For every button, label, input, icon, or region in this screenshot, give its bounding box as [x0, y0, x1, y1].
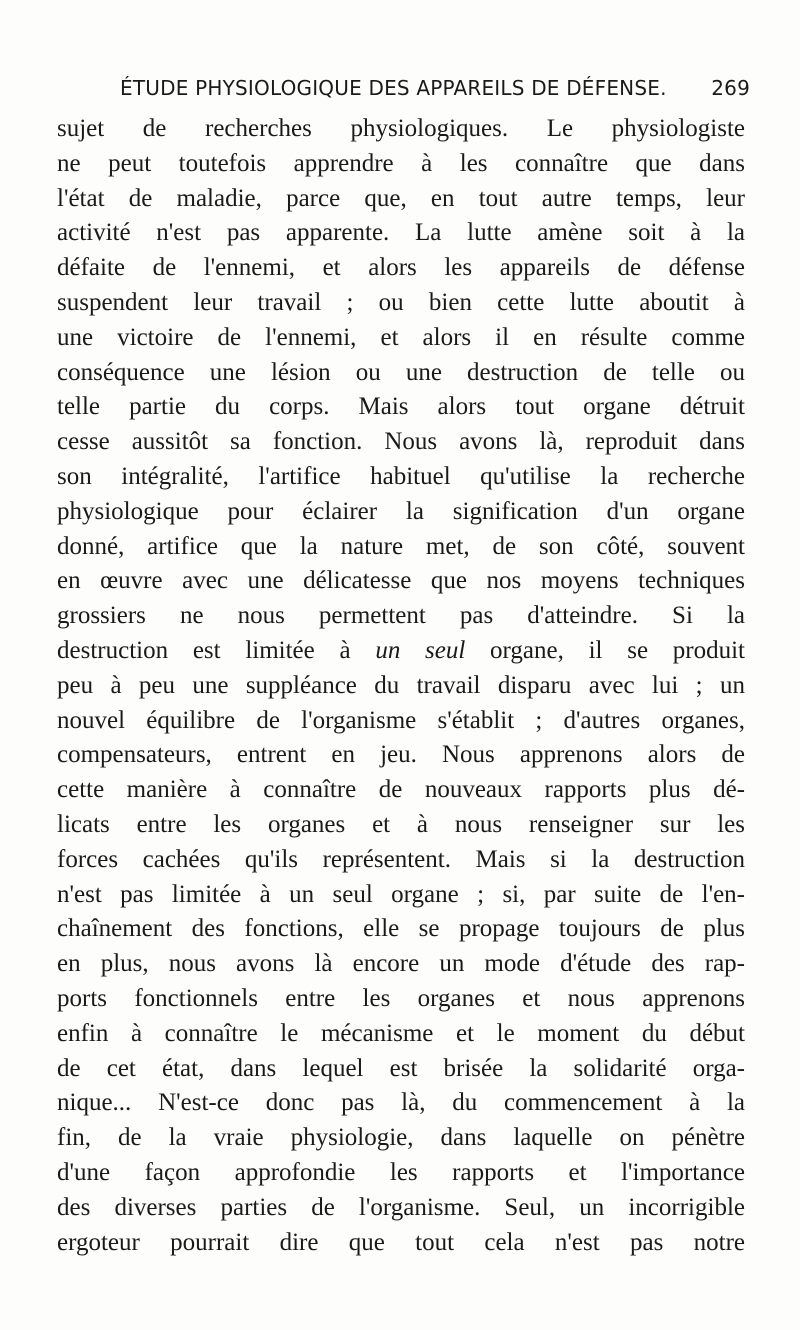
text-line: nouvel équilibre de l'organisme s'établit ; d'autres organes, [57, 706, 745, 734]
text-line: forces cachées qu'ils représentent. Mais si la destruction [57, 845, 745, 873]
body-text [57, 112, 745, 1260]
text-line: des diverses parties de l'organisme. Seul, un incorrigible [57, 1193, 745, 1221]
text-line: telle partie du corps. Mais alors tout organe détruit [57, 393, 745, 421]
text-line: défaite de l'ennemi, et alors les appareils de défense [57, 254, 745, 282]
text-line: de cet état, dans lequel est brisée la solidarité orga- [57, 1054, 745, 1082]
text-line: en œuvre avec une délicatesse que nos moyens techniques [57, 567, 745, 595]
text-line: en plus, nous avons là encore un mode d'étude des rap- [57, 950, 745, 978]
page-header [60, 72, 750, 104]
text-line: ports fonctionnels entre les organes et nous apprenons [57, 984, 745, 1012]
text-line: son intégralité, l'artifice habituel qu'utilise la recherche [57, 462, 745, 490]
text-line: l'état de maladie, parce que, en tout autre temps, leur [57, 184, 745, 212]
page-number: 269 [711, 76, 750, 100]
emphasized-text: un seul [375, 636, 466, 664]
text-line: ne peut toutefois apprendre à les connaître que dans [57, 149, 745, 177]
text-line: compensateurs, entrent en jeu. Nous apprenons alors de [57, 741, 745, 769]
text-line: d'une façon approfondie les rapports et l'importance [57, 1158, 745, 1186]
text-line: activité n'est pas apparente. La lutte amène soit à la [57, 219, 745, 247]
text-line: licats entre les organes et à nous renseigner sur les [57, 810, 745, 838]
text-line: grossiers ne nous permettent pas d'atteindre. Si la [57, 602, 745, 630]
text-line: suspendent leur travail ; ou bien cette lutte aboutit à [57, 288, 745, 316]
text-line: fin, de la vraie physiologie, dans laquelle on pénètre [57, 1124, 745, 1152]
text-line-with-emphasis [57, 634, 745, 669]
text-line: n'est pas limitée à un seul organe ; si, par suite de l'en- [57, 880, 745, 908]
text-line: nique... N'est-ce donc pas là, du commencement à la [57, 1089, 745, 1117]
text-line: conséquence une lésion ou une destruction de telle ou [57, 358, 745, 386]
text-line: une victoire de l'ennemi, et alors il en résulte comme [57, 323, 745, 351]
text-line: chaînement des fonctions, elle se propage toujours de plus [57, 915, 745, 943]
text-line: cesse aussitôt sa fonction. Nous avons là, reproduit dans [57, 428, 745, 456]
text-line: sujet de recherches physiologiques. Le physiologiste [57, 115, 745, 142]
text-line: peu à peu une suppléance du travail disparu avec lui ; un [57, 671, 745, 699]
text-segment: organe, il se produit [465, 636, 745, 664]
running-title: ÉTUDE PHYSIOLOGIQUE DES APPAREILS DE DÉFENSE. [120, 76, 667, 100]
text-segment: destruction est limitée à [57, 636, 376, 664]
text-line: cette manière à connaître de nouveaux rapports plus dé- [57, 776, 745, 804]
text-line: donné, artifice que la nature met, de son côté, souvent [57, 532, 745, 560]
text-line: ergoteur pourrait dire que tout cela n'est pas notre [57, 1228, 745, 1256]
text-line: physiologique pour éclairer la signification d'un organe [57, 497, 745, 525]
text-line: enfin à connaître le mécanisme et le moment du début [57, 1019, 745, 1047]
